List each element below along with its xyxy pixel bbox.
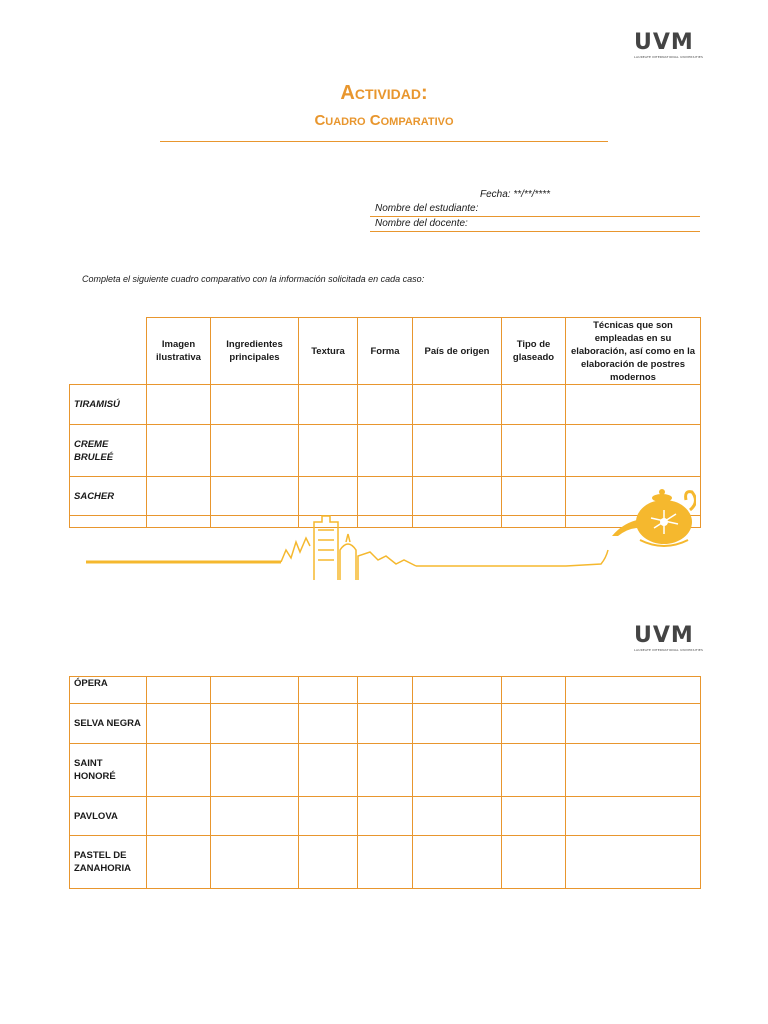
table-cell[interactable]: [566, 797, 701, 836]
row-label: CREME BRULEÉ: [70, 425, 147, 477]
row-label: ÓPERA: [70, 677, 147, 704]
uvm-logo: [634, 32, 703, 59]
uvm-logo: [634, 625, 703, 652]
date-field[interactable]: Fecha: **/**/****: [480, 189, 551, 200]
table-row: [70, 744, 701, 797]
table-cell[interactable]: [566, 385, 701, 425]
table-cell[interactable]: [211, 677, 299, 704]
logo-tagline: LAUREATE INTERNATIONAL UNIVERSITIES: [634, 55, 704, 59]
table-cell[interactable]: [147, 677, 211, 704]
table-cell[interactable]: [413, 704, 502, 744]
instruction-text: Completa el siguiente cuadro comparativo con la información solicitada en cada caso:: [82, 274, 425, 284]
table-cell[interactable]: [358, 425, 413, 477]
table-row: [70, 385, 701, 425]
header-cell: Técnicas que son empleadas en su elaboración, así como en la elaboración de postres modernos: [566, 318, 701, 385]
table-cell[interactable]: [566, 744, 701, 797]
table-cell[interactable]: [566, 677, 701, 704]
table-cell[interactable]: [147, 744, 211, 797]
table-cell[interactable]: [358, 385, 413, 425]
table-cell[interactable]: [566, 704, 701, 744]
row-label: TIRAMISÚ: [70, 385, 147, 425]
table-cell[interactable]: [502, 385, 566, 425]
header-cell: Imagen ilustrativa: [147, 318, 211, 385]
table-cell[interactable]: [566, 836, 701, 889]
row-label: PASTEL DE ZANAHORIA: [70, 836, 147, 889]
table-cell[interactable]: [211, 797, 299, 836]
student-info-fields: [370, 188, 700, 232]
header-cell: Ingredientes principales: [211, 318, 299, 385]
header-cell: Tipo de glaseado: [502, 318, 566, 385]
table-cell[interactable]: [358, 704, 413, 744]
table-cell[interactable]: [147, 836, 211, 889]
row-label: SACHER: [70, 477, 147, 516]
student-name-field[interactable]: Nombre del estudiante:: [370, 202, 700, 217]
header-cell: Forma: [358, 318, 413, 385]
table-row: [70, 704, 701, 744]
table-cell[interactable]: [299, 744, 358, 797]
logo-wordmark: UVM: [634, 623, 694, 648]
table-cell[interactable]: [147, 704, 211, 744]
table-cell[interactable]: [502, 677, 566, 704]
page-subtitle: Cuadro Comparativo: [314, 112, 454, 129]
table-cell[interactable]: [502, 744, 566, 797]
row-label: SELVA NEGRA: [70, 704, 147, 744]
table-cell[interactable]: [299, 425, 358, 477]
row-label: SAINT HONORÉ: [70, 744, 147, 797]
logo-wordmark: UVM: [634, 30, 694, 55]
row-label: PAVLOVA: [70, 797, 147, 836]
table-cell[interactable]: [299, 797, 358, 836]
table-cell[interactable]: [413, 385, 502, 425]
table-cell[interactable]: [211, 744, 299, 797]
table-cell[interactable]: [211, 836, 299, 889]
table-cell[interactable]: [358, 797, 413, 836]
page-title: Actividad:: [340, 82, 428, 104]
table-cell[interactable]: [147, 385, 211, 425]
table-cell[interactable]: [299, 704, 358, 744]
title-divider: [160, 141, 608, 142]
header-row: [70, 318, 701, 385]
teapot-icon: [612, 489, 696, 546]
table-cell[interactable]: [413, 797, 502, 836]
comparison-table-page2: [69, 676, 701, 889]
table-row: [70, 425, 701, 477]
header-cell: País de origen: [413, 318, 502, 385]
skyline-teapot-decoration: [86, 480, 696, 590]
table-cell[interactable]: [147, 797, 211, 836]
table-cell[interactable]: [211, 704, 299, 744]
teacher-name-field[interactable]: Nombre del docente:: [370, 217, 700, 232]
table-cell[interactable]: [413, 744, 502, 797]
table-cell[interactable]: [358, 677, 413, 704]
table-row: [70, 836, 701, 889]
table-cell[interactable]: [299, 677, 358, 704]
table-cell[interactable]: [502, 704, 566, 744]
header-cell: Textura: [299, 318, 358, 385]
table-cell[interactable]: [211, 425, 299, 477]
table-row: [70, 797, 701, 836]
table-cell[interactable]: [358, 836, 413, 889]
table-cell[interactable]: [413, 677, 502, 704]
table-cell[interactable]: [502, 836, 566, 889]
table-row: [70, 677, 701, 704]
table-cell[interactable]: [211, 385, 299, 425]
table-cell[interactable]: [358, 744, 413, 797]
corner-cell: [70, 318, 147, 385]
table-cell[interactable]: [147, 425, 211, 477]
logo-tagline: LAUREATE INTERNATIONAL UNIVERSITIES: [634, 648, 704, 652]
table-cell[interactable]: [413, 425, 502, 477]
table-cell[interactable]: [299, 385, 358, 425]
table-cell[interactable]: [502, 797, 566, 836]
table-cell[interactable]: [413, 836, 502, 889]
table-cell[interactable]: [502, 425, 566, 477]
table-cell[interactable]: [299, 836, 358, 889]
table-cell[interactable]: [566, 425, 701, 477]
